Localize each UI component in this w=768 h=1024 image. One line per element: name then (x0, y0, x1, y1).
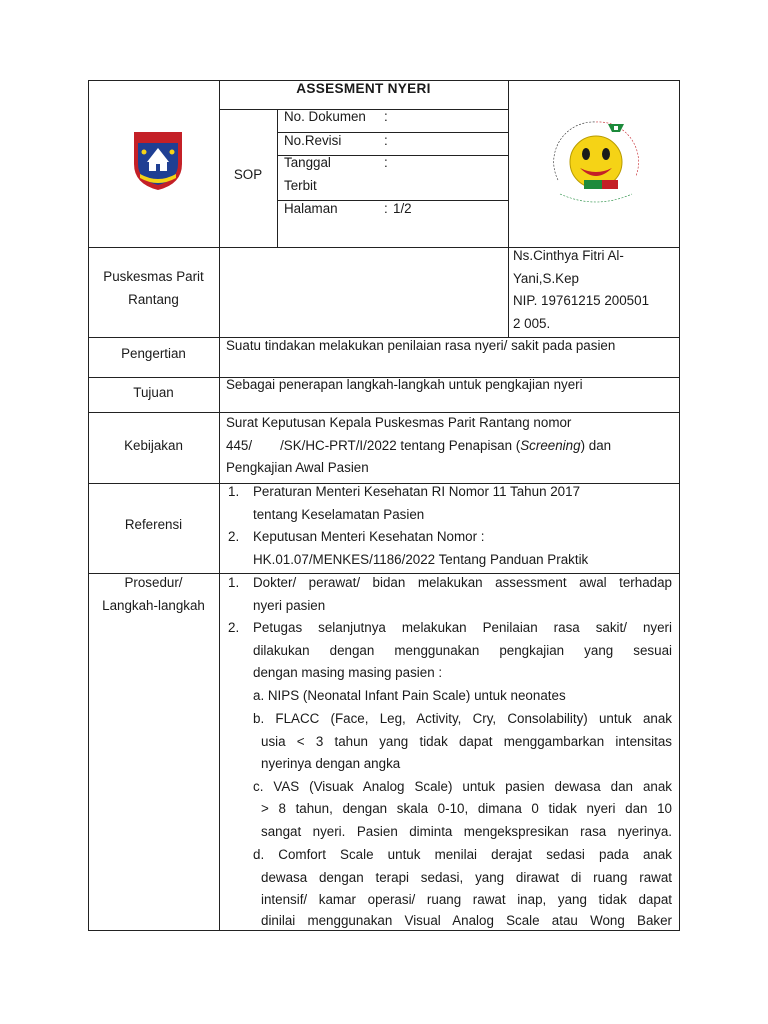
regency-emblem-logo (130, 128, 186, 192)
kebijakan-line1: Surat Keputusan Kepala Puskesmas Parit Rantang nomor (226, 415, 572, 430)
document-title: ASSESMENT NYERI (296, 81, 431, 96)
prosedur-line: nyerinya dengan angka (261, 756, 401, 771)
kebijakan-label: Kebijakan (124, 438, 183, 453)
field-label-halaman: Halaman (284, 201, 338, 216)
referensi-label: Referensi (124, 517, 183, 532)
table-right-border (679, 80, 680, 931)
prosedur-line: nyeri pasien (253, 598, 326, 613)
table-left-border (88, 80, 89, 931)
prosedur-line: sangat nyeri. Pasien diminta mengekspresikan rasa nyerinya. (261, 824, 672, 839)
field-sep: : (384, 109, 388, 124)
pengertian-label: Pengertian (121, 346, 186, 361)
referensi-item-1-cont: tentang Keselamatan Pasien (253, 507, 425, 522)
referensi-item-1: Peraturan Menteri Kesehatan RI Nomor 11 Tahun 2017 (253, 484, 581, 499)
signer-nip-cont: 2 005. (513, 316, 551, 331)
referensi-num-2: 2. (228, 529, 240, 544)
org-name-line2: Rantang (128, 292, 179, 307)
referensi-num-1: 1. (228, 484, 240, 499)
label-column-line (219, 80, 220, 931)
kebijakan-dan: ) dan (580, 438, 612, 453)
prosedur-line: b. FLACC (Face, Leg, Activity, Cry, Consolability) untuk anak (253, 711, 672, 726)
kebijakan-screening: Screening (520, 438, 581, 453)
kebijakan-nomor-prefix: 445/ (226, 438, 253, 453)
referensi-item-2-cont: HK.01.07/MENKES/1186/2022 Tentang Panduan Praktik (253, 552, 589, 567)
referensi-item-2: Keputusan Menteri Kesehatan Nomor : (253, 529, 485, 544)
prosedur-line: Dokter/ perawat/ bidan melakukan assessment awal terhadap (253, 575, 672, 590)
sop-column-line (277, 109, 278, 247)
field-label-terbit: Terbit (284, 178, 317, 193)
prosedur-line: dewasa dengan terapi sedasi, yang dirawat di ruang rawat (261, 870, 672, 885)
kebijakan-line2 (226, 435, 611, 458)
field-label-tanggal: Tanggal (284, 155, 331, 170)
prosedur-line: c. VAS (Visuak Analog Scale) untuk pasien dewasa dan anak (253, 779, 672, 794)
prosedur-label-line2: Langkah-langkah (102, 598, 205, 613)
tujuan-text: Sebagai penerapan langkah-langkah untuk pengkajian nyeri (226, 377, 583, 392)
prosedur-line: usia < 3 tahun yang tidak dapat menggambarkan intensitas (261, 734, 672, 749)
prosedur-line: a. NIPS (Neonatal Infant Pain Scale) untuk neonates (253, 688, 566, 703)
prosedur-label-line1: Prosedur/ (124, 575, 183, 590)
pengertian-text: Suatu tindakan melakukan penilaian rasa nyeri/ sakit pada pasien (226, 338, 616, 353)
prosedur-num-1: 1. (228, 575, 240, 590)
field-sep: : (384, 155, 388, 170)
kebijakan-line3: Pengkajian Awal Pasien (226, 460, 369, 475)
field-value-halaman: 1/2 (393, 201, 412, 216)
prosedur-line: dinilai menggunakan Visual Analog Scale atau Wong Baker (261, 913, 672, 928)
prosedur-line: > 8 tahun, dengan skala 0-10, dimana 0 tidak nyeri dan 10 (261, 801, 672, 816)
smiley-health-logo (540, 110, 652, 214)
prosedur-line: dengan masing masing pasien : (253, 665, 443, 680)
logo-column-line (508, 80, 509, 338)
field-label-no-revisi: No.Revisi (284, 133, 342, 148)
prosedur-num-2: 2. (228, 620, 240, 635)
prosedur-line: intensif/ kamar operasi/ ruang rawat inap, yang tidak dapat (261, 892, 672, 907)
prosedur-line: d. Comfort Scale untuk menilai derajat sedasi pada anak (253, 847, 672, 862)
prosedur-line: Petugas selanjutnya melakukan Penilaian rasa sakit/ nyeri (253, 620, 672, 635)
field-sep: : (384, 133, 388, 148)
org-name-line1: Puskesmas Parit (103, 269, 204, 284)
field-label-no-dokumen: No. Dokumen (284, 109, 366, 124)
kebijakan-nomor-suffix: /SK/HC-PRT/I/2022 tentang Penapisan ( (280, 438, 521, 453)
sop-label: SOP (233, 167, 263, 182)
field-sep: : (384, 201, 388, 216)
table-bottom-border (88, 930, 680, 931)
tujuan-label: Tujuan (133, 385, 174, 400)
signer-nip: NIP. 19761215 200501 (513, 293, 650, 308)
prosedur-line: dilakukan dengan menggunakan pengkajian yang sesuai (253, 643, 672, 658)
signer-name: Ns.Cinthya Fitri Al- (513, 248, 624, 263)
signer-title: Yani,S.Kep (513, 271, 580, 286)
